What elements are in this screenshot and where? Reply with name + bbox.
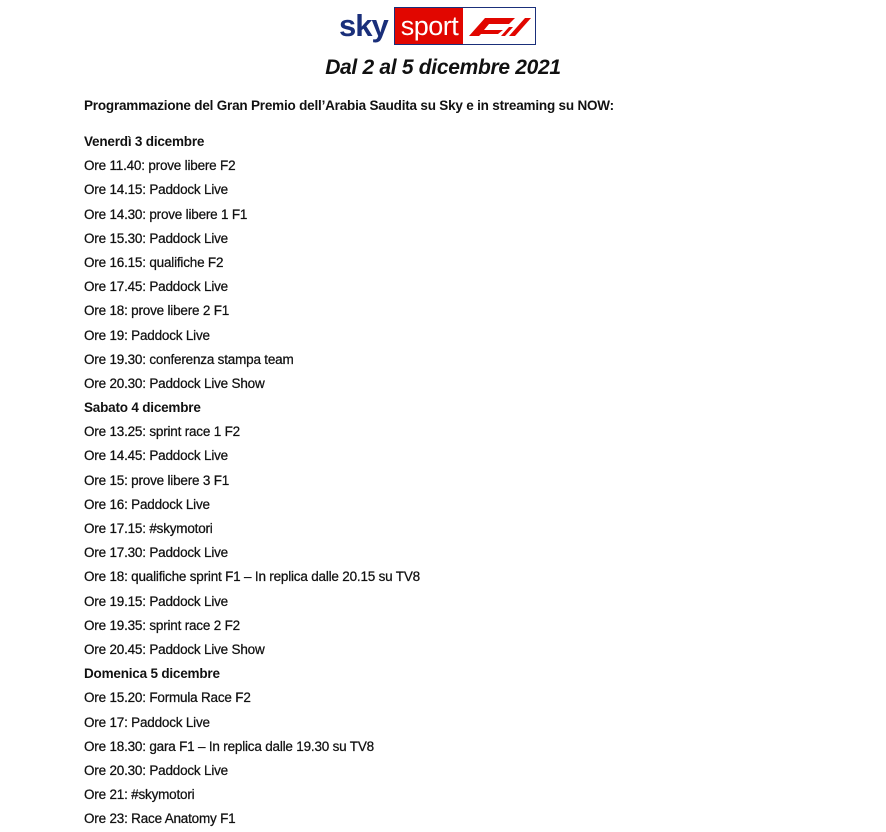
schedule-item: Ore 14.45: Paddock Live [84,448,228,464]
schedule-item: Ore 17.45: Paddock Live [84,279,228,295]
schedule-item: Ore 18: prove libere 2 F1 [84,303,230,319]
day-heading: Venerdì 3 dicembre [84,134,205,149]
logo-sport-box [394,7,537,45]
sky-sport-f1-logo [339,7,536,45]
schedule-item: Ore 19.35: sprint race 2 F2 [84,617,240,633]
schedule-item: Ore 14.15: Paddock Live [84,182,228,198]
schedule-item: Ore 20.30: Paddock Live Show [84,375,265,391]
date-range-title: Dal 2 al 5 dicembre 2021 [325,56,561,79]
logo-sky-text: sky [339,8,388,43]
schedule-item: Ore 21: #skymotori [84,787,195,803]
schedule-item: Ore 19.15: Paddock Live [84,593,228,609]
f1-logo-icon [463,8,535,44]
schedule-item: Ore 20.30: Paddock Live [84,762,228,778]
schedule-item: Ore 13.25: sprint race 1 F2 [84,424,240,440]
schedule-item: Ore 17.30: Paddock Live [84,545,228,561]
schedule-item: Ore 20.45: Paddock Live Show [84,641,265,657]
logo-sport-text: sport [395,8,464,44]
schedule-item: Ore 15: prove libere 3 F1 [84,472,230,488]
schedule-item: Ore 14.30: prove libere 1 F1 [84,206,248,222]
schedule-item: Ore 15.30: Paddock Live [84,230,228,246]
schedule-item: Ore 18.30: gara F1 – In replica dalle 19.30 su TV8 [84,738,374,754]
schedule-list [84,130,420,831]
schedule-item: Ore 18: qualifiche sprint F1 – In replica dalle 20.15 su TV8 [84,569,420,585]
schedule-item: Ore 19.30: conferenza stampa team [84,351,294,367]
schedule-item: Ore 19: Paddock Live [84,327,210,343]
schedule-item: Ore 16: Paddock Live [84,496,210,512]
schedule-item: Ore 17.15: #skymotori [84,521,213,536]
schedule-item: Ore 11.40: prove libere F2 [84,158,236,174]
schedule-item: Ore 17: Paddock Live [84,714,210,730]
schedule-item: Ore 23: Race Anatomy F1 [84,811,236,827]
day-heading: Sabato 4 dicembre [84,400,201,416]
schedule-item: Ore 15.20: Formula Race F2 [84,690,251,706]
schedule-item: Ore 16.15: qualifiche F2 [84,254,224,270]
day-heading: Domenica 5 dicembre [84,666,220,682]
programme-heading: Programmazione del Gran Premio dell’Arabia Saudita su Sky e in streaming su NOW: [84,98,614,113]
